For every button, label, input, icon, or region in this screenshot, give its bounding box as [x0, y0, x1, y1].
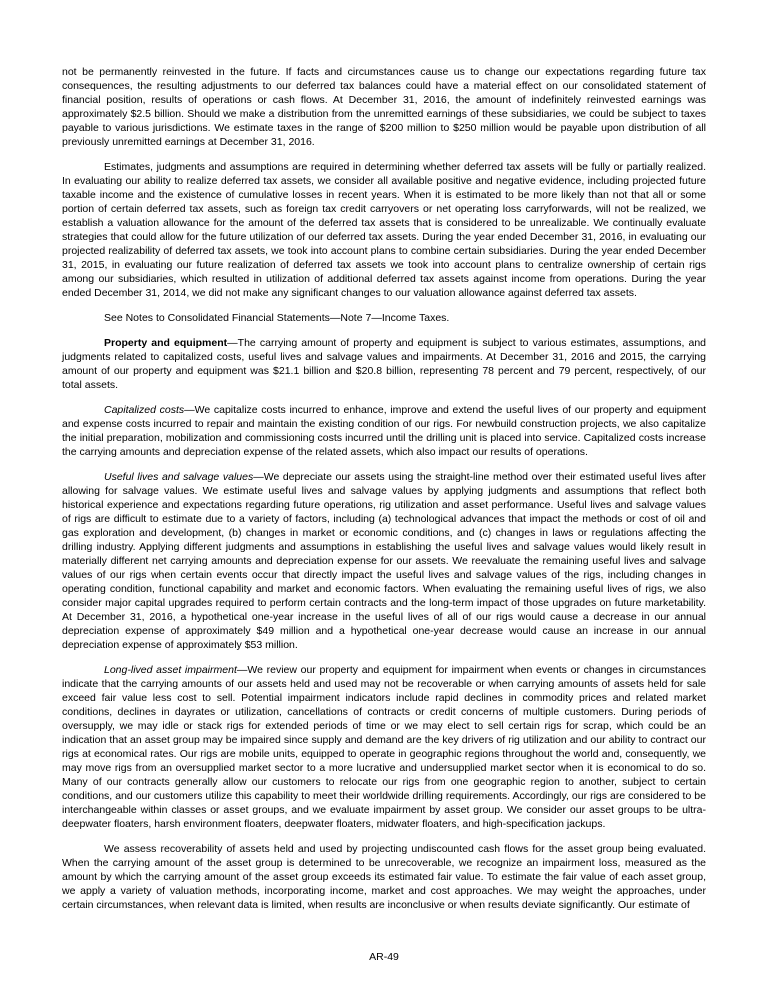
paragraph-deferred-tax-estimates — [62, 160, 706, 300]
page-number: AR-49 — [369, 951, 399, 963]
paragraph-text: Estimates, judgments and assumptions are required in determining whether deferred tax assets will be fully or partially realized. In evaluating our ability to realize deferred tax assets, we consider all available positive and negative evidence, including projected future taxable income and the existence of cumulative losses in recent years. When it is estimated to be more likely than not that all or some portion of certain deferred tax assets, such as foreign tax credit carryovers or net operating loss carryforwards, will not be realized, we establish a valuation allowance for the amount of the deferred tax assets that is considered to be unrealizable. We continually evaluate strategies that could allow for the future utilization of our deferred tax assets. During the year ended December 31, 2016, in evaluating our projected realizability of deferred tax assets, we took into account plans to combine certain subsidiaries. During the year ended December 31, 2015, in evaluating our future realization of deferred tax assets we took into account plans to centralize ownership of certain rigs among our subsidiaries, which resulted in utilization of additional deferred tax assets against income from operations. During the year ended December 31, 2014, we did not make any significant changes to our valuation allowance against deferred tax assets. — [62, 161, 706, 299]
paragraph-text: We assess recoverability of assets held and used by projecting undiscounted cash flows for the asset group being evaluated. When the carrying amount of the asset group is determined to be unrecoverable, we recognize an impairment loss, measured as the amount by which the carrying amount of the asset group exceeds its estimated fair value. To estimate the fair value of each asset group, we apply a variety of valuation methods, incorporating income, market and cost approaches. We may weight the approaches, under certain circumstances, when relevant data is limited, when results are inconclusive or when results deviate significantly. Our estimate of — [62, 843, 706, 911]
document-body-text — [62, 65, 706, 923]
paragraph-property-and-equipment — [62, 336, 706, 392]
paragraph-long-lived-asset-impairment — [62, 663, 706, 831]
paragraph-text: —We depreciate our assets using the straight-line method over their estimated useful lives after allowing for salvage values. We estimate useful lives and salvage values by applying judgments and assumptions that reflect both historical experience and expectations regarding future operations, rig utilization and asset performance. Useful lives and salvage values of rigs are difficult to estimate due to a variety of factors, including (a) technological advances that impact the methods or cost of oil and gas exploration and development, (b) changes in market or economic conditions, and (c) changes in laws or regulations affecting the drilling industry. Applying different judgments and assumptions in establishing the useful lives and salvage values would likely result in materially different net carrying amounts and depreciation expense for our assets. We reevaluate the remaining useful lives and salvage values of our rigs when certain events occur that directly impact the useful lives and salvage values of the rigs, including changes in operating condition, functional capability and market and economic factors. When evaluating the remaining useful lives of rigs, we also consider major capital upgrades required to perform certain contracts and the long-term impact of those upgrades on future marketability. At December 31, 2016, a hypothetical one-year increase in the useful lives of all of our rigs would cause a decrease in our annual depreciation expense of approximately $49 million and a hypothetical one-year decrease would cause an increase in our annual depreciation expense of approximately $53 million. — [62, 471, 706, 651]
paragraph-capitalized-costs — [62, 403, 706, 459]
paragraph-lead-italic: Long-lived asset impairment — [104, 664, 237, 676]
paragraph-text: —The carrying amount of property and equipment is subject to various estimates, assumptions, and judgments related to capitalized costs, useful lives and salvage values and impairments. At December 31, 2016 and 2015, the carrying amount of our property and equipment was $21.1 billion and $20.8 billion, representing 78 percent and 79 percent, respectively, of our total assets. — [62, 337, 707, 391]
paragraph-see-notes-reference — [62, 311, 706, 325]
paragraph-text: See Notes to Consolidated Financial Statements—Note 7—Income Taxes. — [104, 312, 450, 324]
paragraph-lead-italic: Useful lives and salvage values — [104, 471, 254, 483]
paragraph-lead-bold: Property and equipment — [104, 337, 228, 349]
paragraph-text: not be permanently reinvested in the future. If facts and circumstances cause us to change our expectations regarding future tax consequences, the resulting adjustments to our deferred tax balances could have a material effect on our consolidated statement of financial position, results of operations or cash flows. At December 31, 2016, the amount of indefinitely reinvested earnings was approximately $2.5 billion. Should we make a distribution from the unremitted earnings of these subsidiaries, we could be subject to taxes payable to various jurisdictions. We estimate taxes in the range of $200 million to $250 million would be payable upon distribution of all previously unremitted earnings at December 31, 2016. — [62, 66, 706, 148]
paragraph-tax-continuation — [62, 65, 706, 149]
paragraph-recoverability-assessment — [62, 842, 706, 912]
paragraph-text: —We capitalize costs incurred to enhance, improve and extend the useful lives of our property and equipment and expense costs incurred to repair and maintain the existing condition of our rigs. For newbuild construction projects, we also capitalize the initial preparation, mobilization and commissioning costs incurred until the drilling unit is placed into service. Capitalized costs increase the carrying amounts and depreciation expense of the related assets, which also impact our results of operations. — [62, 404, 706, 458]
paragraph-useful-lives-salvage-values — [62, 470, 706, 652]
paragraph-text: —We review our property and equipment for impairment when events or changes in circumstances indicate that the carrying amounts of our assets held and used may not be recoverable or when carrying amounts of assets held for sale exceed fair value less cost to sell. Potential impairment indicators include rapid declines in commodity prices and related market conditions, declines in dayrates or utilization, cancellations of contracts or credit concerns of multiple customers. During periods of oversupply, we may idle or stack rigs for extended periods of time or we may elect to sell certain rigs for scrap, which could be an indication that an asset group may be impaired since supply and demand are the key drivers of rig utilization and our ability to contract our rigs at economical rates. Our rigs are mobile units, equipped to operate in geographic regions throughout the world and, consequently, we may move rigs from an oversupplied market sector to a more lucrative and undersupplied market sector when it is economical to do so. Many of our contracts generally allow our customers to relocate our rigs from one geographic region to another, subject to certain conditions, and our customers utilize this capability to meet their worldwide drilling requirements. Accordingly, our rigs are considered to be interchangeable within classes or asset groups, and we evaluate impairment by asset group. We consider our asset groups to be ultra-deepwater floaters, harsh environment floaters, deepwater floaters, midwater floaters, and high-specification jackups. — [62, 664, 706, 830]
paragraph-lead-italic: Capitalized costs — [104, 404, 185, 416]
